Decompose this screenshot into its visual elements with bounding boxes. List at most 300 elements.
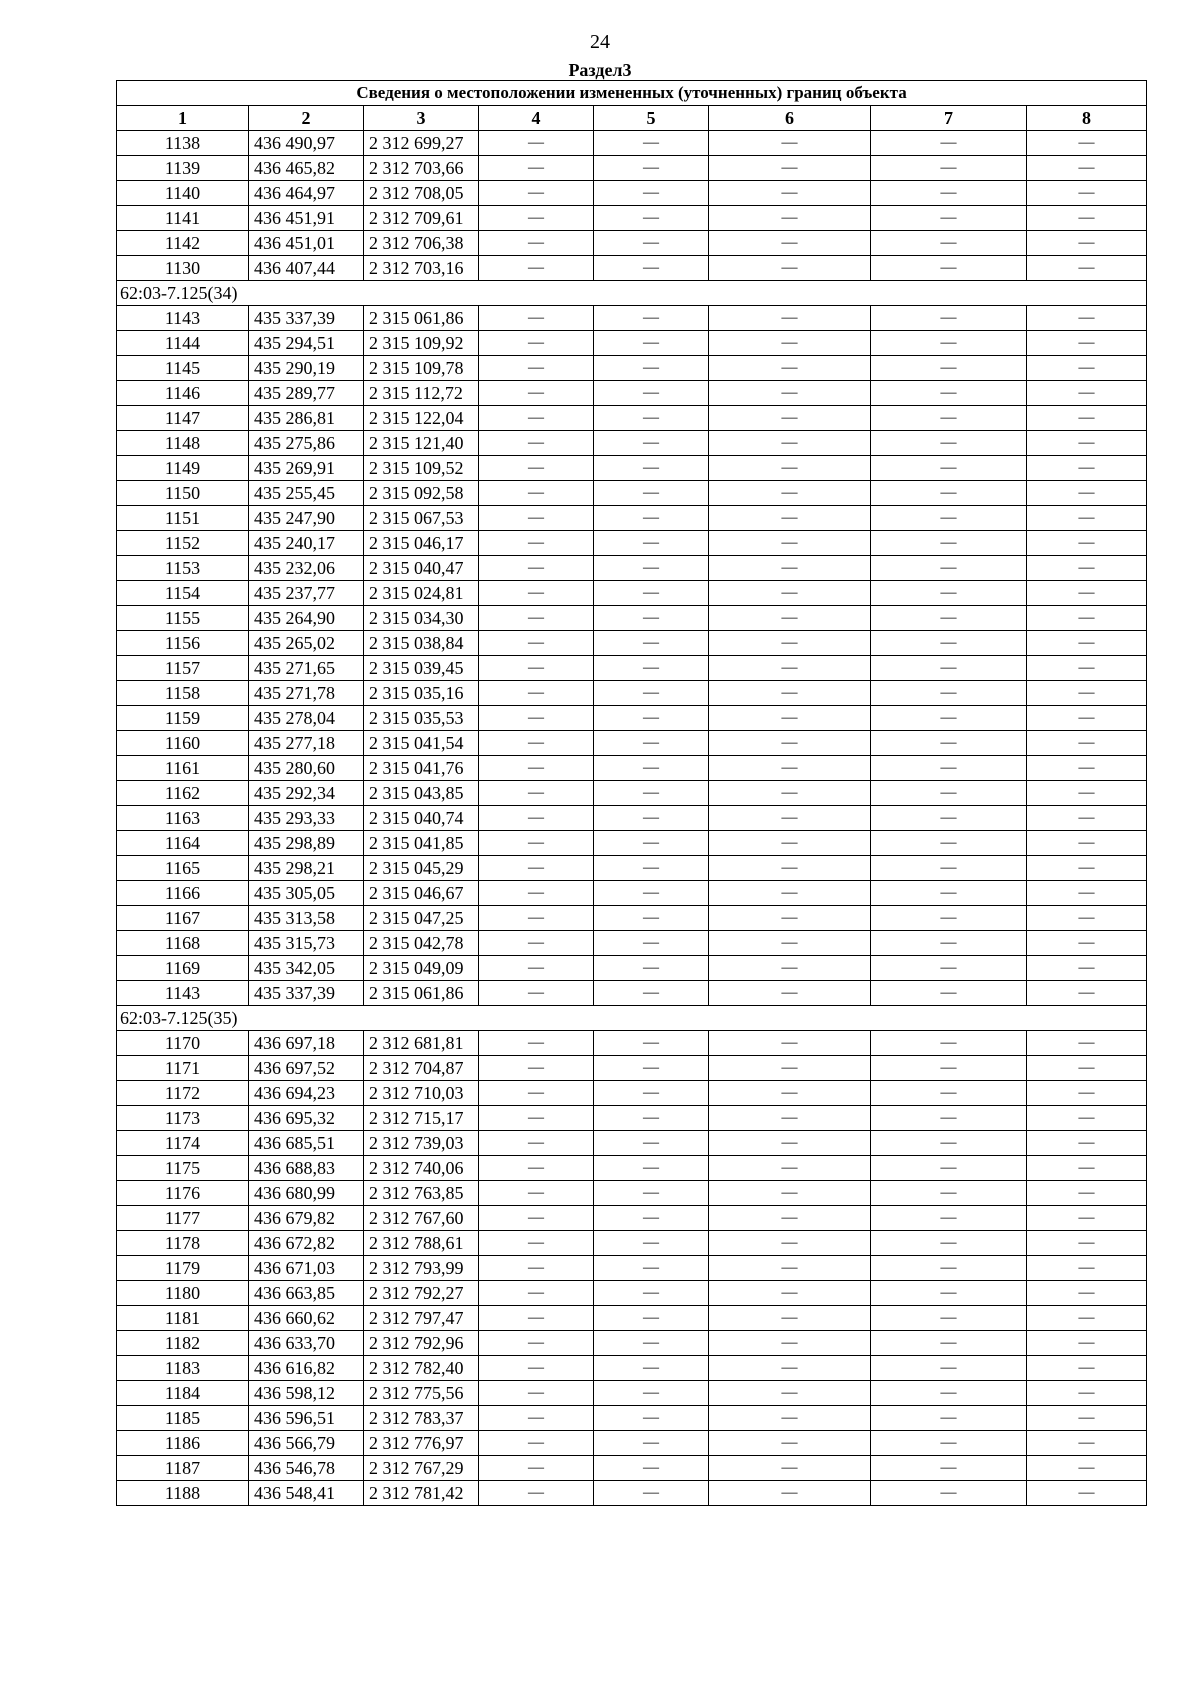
- coordinate-x: 436 407,44: [249, 256, 364, 281]
- coordinate-y: 2 315 092,58: [364, 481, 479, 506]
- empty-cell: —: [594, 331, 709, 356]
- empty-cell: —: [871, 931, 1027, 956]
- empty-cell: —: [594, 1456, 709, 1481]
- coordinate-x: 435 265,02: [249, 631, 364, 656]
- empty-cell: —: [1027, 331, 1147, 356]
- empty-cell: —: [479, 1131, 594, 1156]
- coordinate-x: 436 451,91: [249, 206, 364, 231]
- empty-cell: —: [871, 1056, 1027, 1081]
- coordinate-x: 436 490,97: [249, 131, 364, 156]
- table-row: [117, 181, 1147, 206]
- empty-cell: —: [479, 931, 594, 956]
- empty-cell: —: [1027, 756, 1147, 781]
- empty-cell: —: [479, 456, 594, 481]
- column-number: 1: [117, 106, 249, 131]
- empty-cell: —: [1027, 1131, 1147, 1156]
- empty-cell: —: [479, 181, 594, 206]
- empty-cell: —: [1027, 856, 1147, 881]
- empty-cell: —: [479, 1256, 594, 1281]
- coordinate-y: 2 315 040,47: [364, 556, 479, 581]
- coordinate-y: 2 315 045,29: [364, 856, 479, 881]
- empty-cell: —: [479, 806, 594, 831]
- empty-cell: —: [479, 1206, 594, 1231]
- empty-cell: —: [709, 506, 871, 531]
- table-row: [117, 906, 1147, 931]
- coordinate-y: 2 312 710,03: [364, 1081, 479, 1106]
- empty-cell: —: [709, 481, 871, 506]
- point-number: 1141: [117, 206, 249, 231]
- coordinate-x: 436 695,32: [249, 1106, 364, 1131]
- empty-cell: —: [1027, 131, 1147, 156]
- point-number: 1149: [117, 456, 249, 481]
- empty-cell: —: [709, 1131, 871, 1156]
- coordinate-y: 2 312 703,66: [364, 156, 479, 181]
- empty-cell: —: [709, 931, 871, 956]
- empty-cell: —: [1027, 906, 1147, 931]
- empty-cell: —: [709, 731, 871, 756]
- coordinate-y: 2 315 035,53: [364, 706, 479, 731]
- point-number: 1164: [117, 831, 249, 856]
- empty-cell: —: [871, 1131, 1027, 1156]
- empty-cell: —: [479, 406, 594, 431]
- empty-cell: —: [709, 656, 871, 681]
- empty-cell: —: [709, 306, 871, 331]
- empty-cell: —: [871, 1381, 1027, 1406]
- coordinate-x: 436 671,03: [249, 1256, 364, 1281]
- column-number: 4: [479, 106, 594, 131]
- empty-cell: —: [479, 1406, 594, 1431]
- empty-cell: —: [709, 356, 871, 381]
- point-number: 1168: [117, 931, 249, 956]
- table-row: [117, 606, 1147, 631]
- empty-cell: —: [1027, 381, 1147, 406]
- point-number: 1142: [117, 231, 249, 256]
- point-number: 1148: [117, 431, 249, 456]
- empty-cell: —: [871, 781, 1027, 806]
- empty-cell: —: [1027, 256, 1147, 281]
- coordinate-y: 2 312 776,97: [364, 1431, 479, 1456]
- coordinate-x: 435 237,77: [249, 581, 364, 606]
- table-row: [117, 1256, 1147, 1281]
- table-row: [117, 806, 1147, 831]
- empty-cell: —: [709, 881, 871, 906]
- empty-cell: —: [479, 1281, 594, 1306]
- table-row: [117, 731, 1147, 756]
- empty-cell: —: [594, 456, 709, 481]
- empty-cell: —: [1027, 1156, 1147, 1181]
- coordinate-y: 2 312 708,05: [364, 181, 479, 206]
- coordinate-y: 2 315 039,45: [364, 656, 479, 681]
- point-number: 1143: [117, 981, 249, 1006]
- table-row: [117, 131, 1147, 156]
- empty-cell: —: [594, 1106, 709, 1131]
- empty-cell: —: [709, 1281, 871, 1306]
- point-number: 1139: [117, 156, 249, 181]
- coordinate-y: 2 315 049,09: [364, 956, 479, 981]
- coordinate-y: 2 312 767,60: [364, 1206, 479, 1231]
- empty-cell: —: [871, 831, 1027, 856]
- column-number: 5: [594, 106, 709, 131]
- table-row: [117, 1181, 1147, 1206]
- empty-cell: —: [1027, 781, 1147, 806]
- empty-cell: —: [871, 1481, 1027, 1506]
- coordinate-y: 2 312 709,61: [364, 206, 479, 231]
- empty-cell: —: [594, 431, 709, 456]
- empty-cell: —: [594, 681, 709, 706]
- empty-cell: —: [594, 1381, 709, 1406]
- point-number: 1173: [117, 1106, 249, 1131]
- table-row: [117, 1356, 1147, 1381]
- coordinate-y: 2 315 109,52: [364, 456, 479, 481]
- empty-cell: —: [479, 881, 594, 906]
- empty-cell: —: [709, 1331, 871, 1356]
- empty-cell: —: [871, 506, 1027, 531]
- empty-cell: —: [594, 856, 709, 881]
- coordinate-y: 2 315 061,86: [364, 981, 479, 1006]
- empty-cell: —: [1027, 431, 1147, 456]
- table-row: [117, 1431, 1147, 1456]
- empty-cell: —: [871, 706, 1027, 731]
- empty-cell: —: [479, 381, 594, 406]
- empty-cell: —: [1027, 531, 1147, 556]
- point-number: 1154: [117, 581, 249, 606]
- empty-cell: —: [1027, 1406, 1147, 1431]
- empty-cell: —: [479, 981, 594, 1006]
- table-row: [117, 956, 1147, 981]
- coordinate-x: 435 290,19: [249, 356, 364, 381]
- table-row: [117, 531, 1147, 556]
- empty-cell: —: [709, 1231, 871, 1256]
- coordinate-y: 2 315 040,74: [364, 806, 479, 831]
- point-number: 1151: [117, 506, 249, 531]
- coordinate-y: 2 312 699,27: [364, 131, 479, 156]
- empty-cell: —: [871, 456, 1027, 481]
- table-row: [117, 756, 1147, 781]
- table-row: [117, 581, 1147, 606]
- point-number: 1160: [117, 731, 249, 756]
- empty-cell: —: [1027, 1106, 1147, 1131]
- point-number: 1179: [117, 1256, 249, 1281]
- coordinate-y: 2 315 042,78: [364, 931, 479, 956]
- table-row: [117, 206, 1147, 231]
- empty-cell: —: [1027, 1231, 1147, 1256]
- point-number: 1146: [117, 381, 249, 406]
- empty-cell: —: [871, 881, 1027, 906]
- coordinate-x: 435 294,51: [249, 331, 364, 356]
- empty-cell: —: [594, 1356, 709, 1381]
- coordinate-x: 436 464,97: [249, 181, 364, 206]
- empty-cell: —: [709, 1381, 871, 1406]
- empty-cell: —: [479, 956, 594, 981]
- empty-cell: —: [594, 231, 709, 256]
- coordinate-y: 2 312 792,96: [364, 1331, 479, 1356]
- empty-cell: —: [709, 1106, 871, 1131]
- empty-cell: —: [479, 1306, 594, 1331]
- coordinate-x: 435 271,65: [249, 656, 364, 681]
- empty-cell: —: [479, 131, 594, 156]
- empty-cell: —: [871, 1281, 1027, 1306]
- empty-cell: —: [479, 231, 594, 256]
- point-number: 1165: [117, 856, 249, 881]
- empty-cell: —: [871, 906, 1027, 931]
- empty-cell: —: [871, 1306, 1027, 1331]
- empty-cell: —: [709, 1206, 871, 1231]
- empty-cell: —: [709, 231, 871, 256]
- table-row: [117, 156, 1147, 181]
- coordinate-x: 435 292,34: [249, 781, 364, 806]
- empty-cell: —: [1027, 606, 1147, 631]
- coordinate-y: 2 315 034,30: [364, 606, 479, 631]
- table-row: [117, 1081, 1147, 1106]
- coordinate-y: 2 315 109,78: [364, 356, 479, 381]
- empty-cell: —: [1027, 956, 1147, 981]
- coordinate-x: 436 680,99: [249, 1181, 364, 1206]
- empty-cell: —: [479, 1056, 594, 1081]
- coordinate-y: 2 312 715,17: [364, 1106, 479, 1131]
- empty-cell: —: [709, 406, 871, 431]
- empty-cell: —: [1027, 1056, 1147, 1081]
- empty-cell: —: [871, 1181, 1027, 1206]
- coordinate-y: 2 312 706,38: [364, 231, 479, 256]
- table-row: [117, 1156, 1147, 1181]
- point-number: 1178: [117, 1231, 249, 1256]
- empty-cell: —: [709, 681, 871, 706]
- coordinate-x: 435 293,33: [249, 806, 364, 831]
- point-number: 1183: [117, 1356, 249, 1381]
- empty-cell: —: [871, 1356, 1027, 1381]
- empty-cell: —: [594, 181, 709, 206]
- empty-cell: —: [709, 856, 871, 881]
- empty-cell: —: [709, 1431, 871, 1456]
- empty-cell: —: [479, 906, 594, 931]
- empty-cell: —: [594, 1081, 709, 1106]
- empty-cell: —: [1027, 356, 1147, 381]
- coordinate-y: 2 312 767,29: [364, 1456, 479, 1481]
- point-number: 1147: [117, 406, 249, 431]
- empty-cell: —: [709, 1081, 871, 1106]
- coordinate-y: 2 315 041,54: [364, 731, 479, 756]
- empty-cell: —: [594, 556, 709, 581]
- point-number: 1169: [117, 956, 249, 981]
- empty-cell: —: [871, 256, 1027, 281]
- empty-cell: —: [1027, 1256, 1147, 1281]
- empty-cell: —: [871, 331, 1027, 356]
- table-row: [117, 1281, 1147, 1306]
- empty-cell: —: [709, 1456, 871, 1481]
- empty-cell: —: [594, 631, 709, 656]
- empty-cell: —: [709, 1181, 871, 1206]
- empty-cell: —: [1027, 556, 1147, 581]
- empty-cell: —: [594, 406, 709, 431]
- coordinate-y: 2 312 763,85: [364, 1181, 479, 1206]
- coordinate-y: 2 312 783,37: [364, 1406, 479, 1431]
- point-number: 1172: [117, 1081, 249, 1106]
- coordinate-x: 436 596,51: [249, 1406, 364, 1431]
- point-number: 1171: [117, 1056, 249, 1081]
- empty-cell: —: [479, 756, 594, 781]
- empty-cell: —: [479, 731, 594, 756]
- table-row: [117, 931, 1147, 956]
- point-number: 1138: [117, 131, 249, 156]
- empty-cell: —: [709, 806, 871, 831]
- empty-cell: —: [709, 981, 871, 1006]
- empty-cell: —: [479, 1356, 594, 1381]
- empty-cell: —: [709, 181, 871, 206]
- empty-cell: —: [871, 131, 1027, 156]
- table-row: [117, 656, 1147, 681]
- empty-cell: —: [1027, 1381, 1147, 1406]
- empty-cell: —: [594, 306, 709, 331]
- point-number: 1187: [117, 1456, 249, 1481]
- coordinate-y: 2 315 047,25: [364, 906, 479, 931]
- table-row: [117, 431, 1147, 456]
- coordinate-x: 436 465,82: [249, 156, 364, 181]
- empty-cell: —: [1027, 231, 1147, 256]
- coordinate-y: 2 312 793,99: [364, 1256, 479, 1281]
- empty-cell: —: [709, 756, 871, 781]
- point-number: 1153: [117, 556, 249, 581]
- point-number: 1152: [117, 531, 249, 556]
- empty-cell: —: [594, 956, 709, 981]
- empty-cell: —: [1027, 506, 1147, 531]
- empty-cell: —: [594, 481, 709, 506]
- empty-cell: —: [479, 1381, 594, 1406]
- empty-cell: —: [1027, 706, 1147, 731]
- empty-cell: —: [479, 1456, 594, 1481]
- coordinate-x: 435 278,04: [249, 706, 364, 731]
- table-row: [117, 1106, 1147, 1131]
- coordinate-x: 435 289,77: [249, 381, 364, 406]
- empty-cell: —: [709, 456, 871, 481]
- empty-cell: —: [1027, 831, 1147, 856]
- empty-cell: —: [594, 706, 709, 731]
- empty-cell: —: [1027, 1331, 1147, 1356]
- point-number: 1163: [117, 806, 249, 831]
- empty-cell: —: [479, 1331, 594, 1356]
- empty-cell: —: [871, 1081, 1027, 1106]
- empty-cell: —: [871, 531, 1027, 556]
- empty-cell: —: [1027, 1031, 1147, 1056]
- empty-cell: —: [594, 1481, 709, 1506]
- table-row: [117, 1206, 1147, 1231]
- point-number: 1177: [117, 1206, 249, 1231]
- empty-cell: —: [594, 1231, 709, 1256]
- empty-cell: —: [479, 1231, 594, 1256]
- table-row: [117, 631, 1147, 656]
- empty-cell: —: [1027, 1456, 1147, 1481]
- coordinate-y: 2 315 061,86: [364, 306, 479, 331]
- empty-cell: —: [594, 531, 709, 556]
- table-row: [117, 381, 1147, 406]
- point-number: 1174: [117, 1131, 249, 1156]
- empty-cell: —: [594, 1331, 709, 1356]
- empty-cell: —: [709, 906, 871, 931]
- coordinate-x: 435 286,81: [249, 406, 364, 431]
- table-row: [117, 331, 1147, 356]
- empty-cell: —: [479, 1181, 594, 1206]
- empty-cell: —: [709, 431, 871, 456]
- empty-cell: —: [479, 856, 594, 881]
- coordinate-x: 435 271,78: [249, 681, 364, 706]
- empty-cell: —: [479, 356, 594, 381]
- empty-cell: —: [871, 631, 1027, 656]
- coordinate-x: 436 672,82: [249, 1231, 364, 1256]
- empty-cell: —: [709, 131, 871, 156]
- coordinate-x: 435 275,86: [249, 431, 364, 456]
- empty-cell: —: [1027, 456, 1147, 481]
- table-row: [117, 856, 1147, 881]
- coordinate-y: 2 312 775,56: [364, 1381, 479, 1406]
- table-row: [117, 681, 1147, 706]
- group-header-row: [117, 281, 1147, 306]
- point-number: 1158: [117, 681, 249, 706]
- empty-cell: —: [709, 831, 871, 856]
- point-number: 1176: [117, 1181, 249, 1206]
- coordinate-y: 2 312 797,47: [364, 1306, 479, 1331]
- empty-cell: —: [1027, 406, 1147, 431]
- empty-cell: —: [709, 1356, 871, 1381]
- empty-cell: —: [479, 1481, 594, 1506]
- empty-cell: —: [1027, 631, 1147, 656]
- point-number: 1157: [117, 656, 249, 681]
- point-number: 1144: [117, 331, 249, 356]
- coordinate-y: 2 312 704,87: [364, 1056, 479, 1081]
- empty-cell: —: [871, 556, 1027, 581]
- table-row: [117, 256, 1147, 281]
- coordinate-x: 435 240,17: [249, 531, 364, 556]
- coordinate-x: 436 633,70: [249, 1331, 364, 1356]
- empty-cell: —: [594, 906, 709, 931]
- empty-cell: —: [871, 1031, 1027, 1056]
- table-row: [117, 781, 1147, 806]
- empty-cell: —: [479, 256, 594, 281]
- coordinate-x: 435 277,18: [249, 731, 364, 756]
- coordinate-x: 435 315,73: [249, 931, 364, 956]
- coordinate-y: 2 312 740,06: [364, 1156, 479, 1181]
- coordinate-x: 436 660,62: [249, 1306, 364, 1331]
- table-row: [117, 706, 1147, 731]
- point-number: 1167: [117, 906, 249, 931]
- coordinate-x: 435 313,58: [249, 906, 364, 931]
- empty-cell: —: [709, 1406, 871, 1431]
- empty-cell: —: [479, 306, 594, 331]
- empty-cell: —: [1027, 206, 1147, 231]
- empty-cell: —: [871, 1206, 1027, 1231]
- empty-cell: —: [871, 856, 1027, 881]
- empty-cell: —: [871, 381, 1027, 406]
- point-number: 1185: [117, 1406, 249, 1431]
- point-number: 1186: [117, 1431, 249, 1456]
- coordinate-x: 435 342,05: [249, 956, 364, 981]
- empty-cell: —: [1027, 1181, 1147, 1206]
- coordinate-x: 435 247,90: [249, 506, 364, 531]
- empty-cell: —: [1027, 481, 1147, 506]
- empty-cell: —: [871, 956, 1027, 981]
- point-number: 1156: [117, 631, 249, 656]
- empty-cell: —: [871, 581, 1027, 606]
- empty-cell: —: [479, 481, 594, 506]
- table-row: [117, 356, 1147, 381]
- empty-cell: —: [709, 531, 871, 556]
- empty-cell: —: [594, 156, 709, 181]
- empty-cell: —: [709, 1056, 871, 1081]
- empty-cell: —: [871, 1406, 1027, 1431]
- empty-cell: —: [871, 406, 1027, 431]
- empty-cell: —: [594, 1406, 709, 1431]
- table-row: [117, 406, 1147, 431]
- point-number: 1188: [117, 1481, 249, 1506]
- table-row: [117, 506, 1147, 531]
